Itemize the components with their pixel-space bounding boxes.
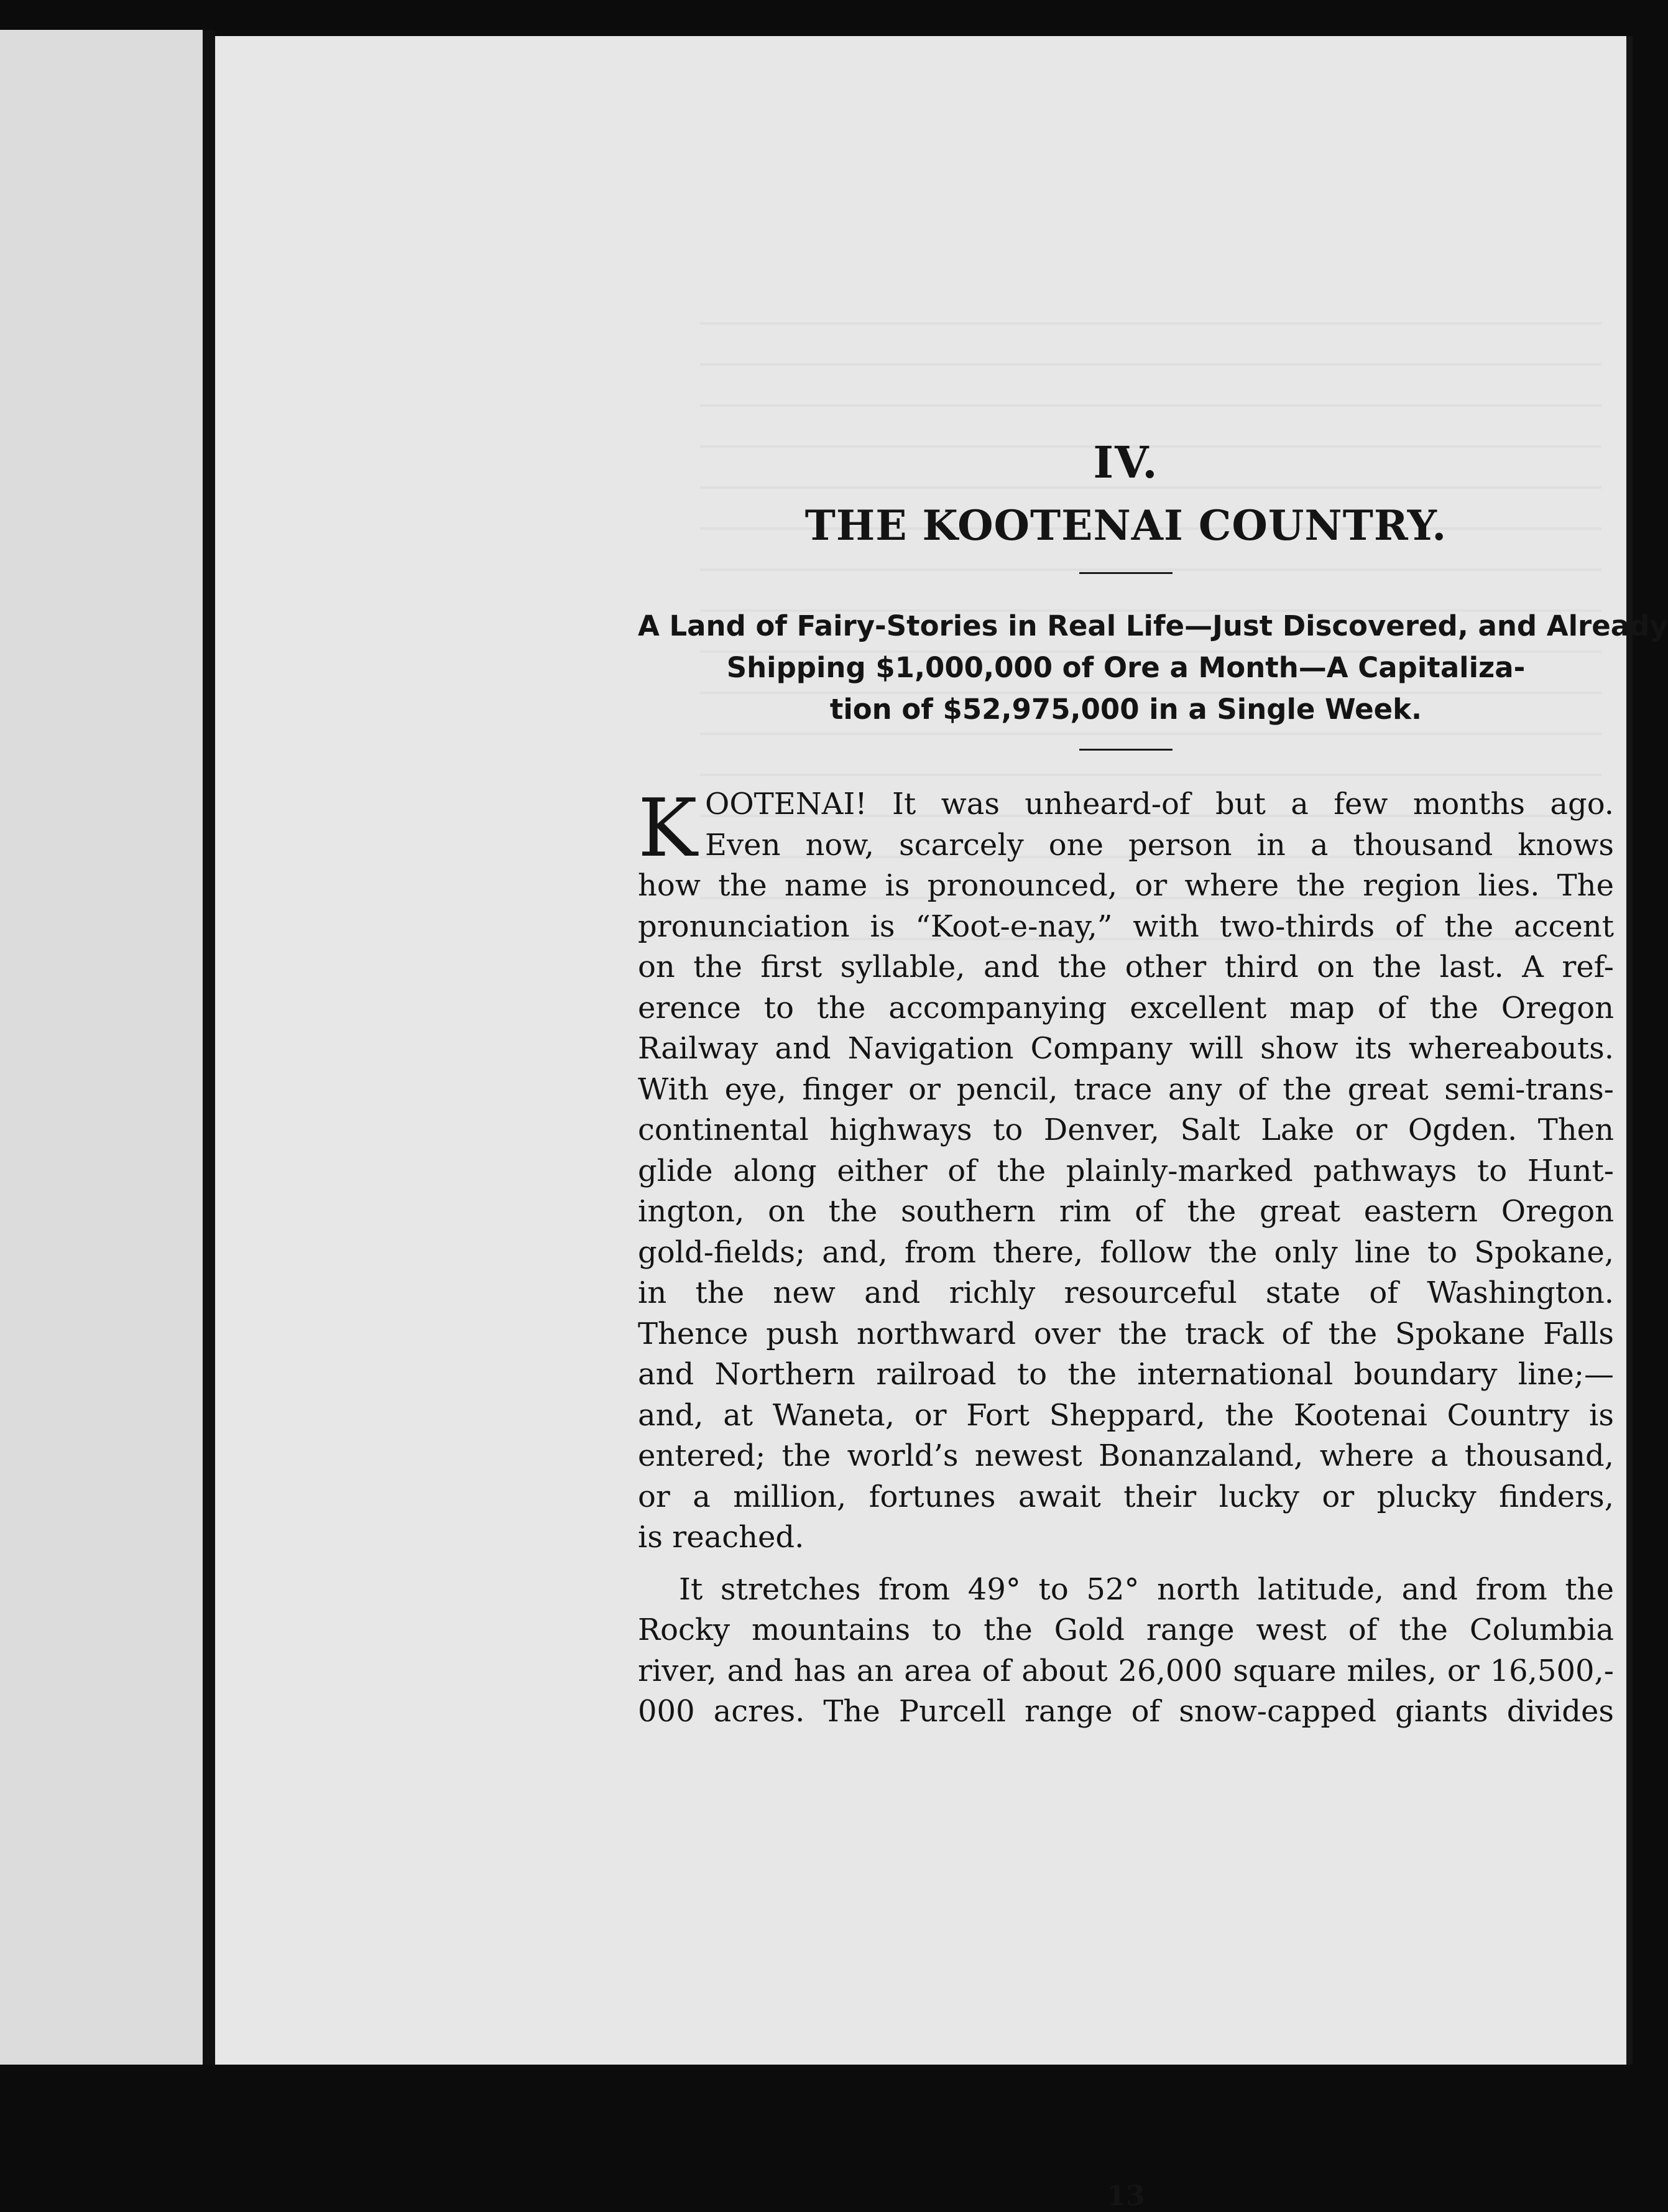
body-text xyxy=(638,784,1614,1733)
drop-cap: K xyxy=(638,782,698,875)
subtitle-line: Shipping $1,000,000 of Ore a Month—A Capitaliza- xyxy=(726,651,1526,684)
text-line: Even now, scarcely one person in a thousand knows xyxy=(705,827,1614,863)
subtitle-rule xyxy=(1079,749,1173,751)
text-line: entered; the world’s newest Bonanzaland, where a thousand, xyxy=(638,1438,1614,1473)
text-line: continental highways to Denver, Salt Lake or Ogden. Then xyxy=(638,1113,1614,1147)
book-gutter xyxy=(203,30,215,2065)
text-line: and Northern railroad to the international boundary line;— xyxy=(638,1357,1614,1392)
text-line: Thence push northward over the track of the Spokane Falls xyxy=(638,1316,1614,1351)
text-line: ington, on the southern rim of the great eastern Oregon xyxy=(638,1194,1614,1229)
text-line: gold-fields; and, from there, follow the only line to Spokane, xyxy=(638,1234,1614,1270)
paragraph-1 xyxy=(638,784,1614,1558)
text-line: is reached. xyxy=(638,1520,804,1555)
text-line: river, and has an area of about 26,000 square miles, or 16,500,- xyxy=(638,1653,1614,1688)
text-line: and, at Waneta, or Fort Sheppard, the Kootenai Country is xyxy=(638,1397,1614,1433)
text-line: on the first syllable, and the other third on the last. A ref- xyxy=(638,950,1614,984)
title-rule xyxy=(1079,572,1173,574)
text-line: Rocky mountains to the Gold range west of the Columbia xyxy=(638,1613,1614,1647)
chapter-title: THE KOOTENAI COUNTRY. xyxy=(804,501,1447,550)
text-line: glide along either of the plainly-marked pathways to Hunt- xyxy=(638,1153,1614,1188)
page-content xyxy=(638,434,1668,2212)
text-line: how the name is pronounced, or where the region lies. The xyxy=(638,868,1614,903)
text-line: in the new and richly resourceful state of Washington. xyxy=(638,1275,1614,1310)
subtitle-line: tion of $52,975,000 in a Single Week. xyxy=(829,693,1422,726)
book-page xyxy=(215,36,1668,2212)
text-line: 000 acres. The Purcell range of snow-capped giants divides xyxy=(638,1694,1614,1729)
text-line: Railway and Navigation Company will show its whereabouts. xyxy=(638,1031,1614,1066)
chapter-subtitle xyxy=(638,605,1668,730)
paragraph-2 xyxy=(638,1570,1614,1733)
subtitle-line: A Land of Fairy-Stories in Real Life—Just Discovered, and Already xyxy=(638,609,1668,642)
text-line: It stretches from 49° to 52° north latitude, and from the xyxy=(679,1571,1614,1607)
text-line: With eye, finger or pencil, trace any of the great semi-trans- xyxy=(638,1071,1614,1107)
page-number: 13 xyxy=(1107,2180,1145,2212)
text-line: pronunciation is “Koot-e-nay,” with two-thirds of the accent xyxy=(638,909,1614,944)
text-line: erence to the accompanying excellent map of the Oregon xyxy=(638,990,1614,1025)
chapter-number: IV. xyxy=(1093,437,1159,488)
text-line: OOTENAI! It was unheard-of but a few months ago. xyxy=(705,787,1614,821)
text-line: or a million, fortunes await their lucky or plucky finders, xyxy=(638,1479,1614,1514)
previous-page-edge xyxy=(0,30,203,2065)
